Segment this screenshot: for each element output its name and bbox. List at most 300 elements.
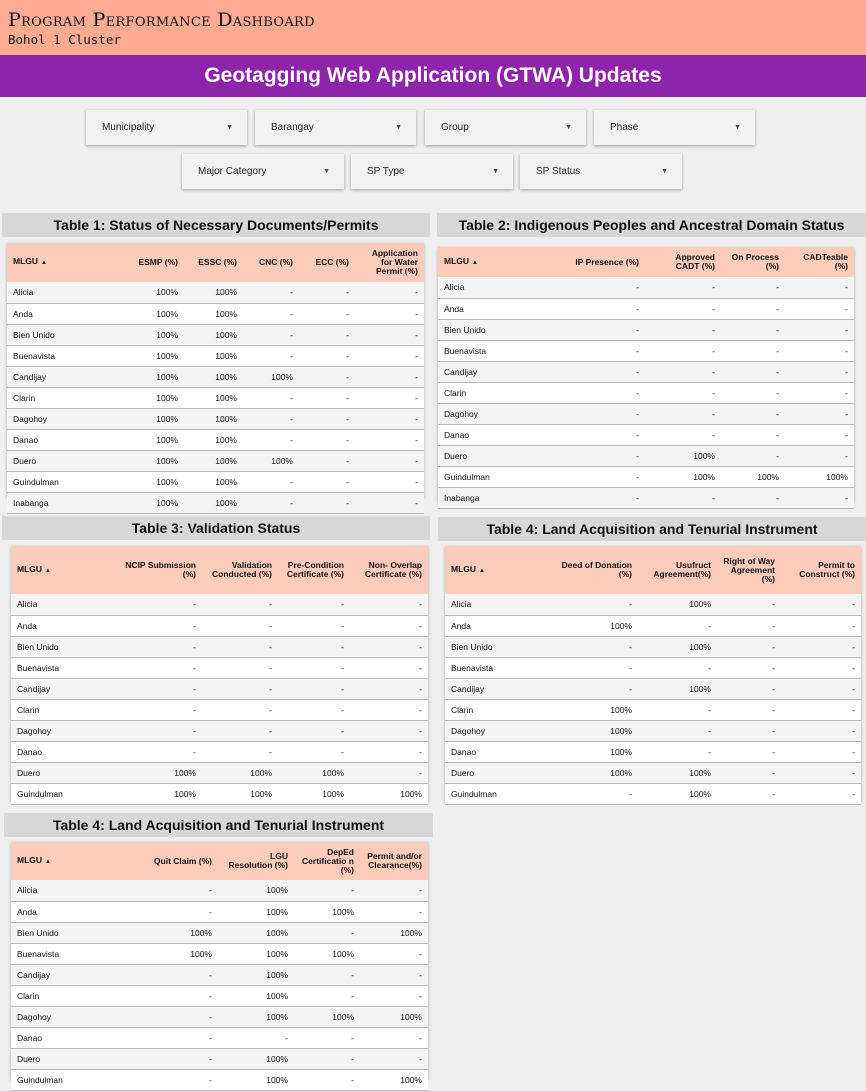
table-row[interactable] <box>7 471 424 492</box>
mlgu-cell: Duero <box>445 762 541 783</box>
major-category-filter-label: Major Category <box>198 166 267 177</box>
mlgu-cell: Alicia <box>438 277 538 298</box>
value-cell: - <box>350 720 428 741</box>
sort-column-header[interactable]: MLGU ▲ <box>11 842 108 880</box>
value-cell: 100% <box>218 985 294 1006</box>
value-cell: - <box>721 445 785 466</box>
mlgu-cell: Anda <box>438 298 538 319</box>
value-cell: - <box>781 720 861 741</box>
chevron-down-icon: ▼ <box>492 168 499 175</box>
table-row[interactable] <box>438 445 854 466</box>
value-cell: 100% <box>108 922 218 943</box>
value-cell: - <box>299 450 355 471</box>
table-row[interactable] <box>445 615 861 636</box>
table3 <box>11 546 428 802</box>
table-row[interactable] <box>11 943 428 964</box>
value-cell: 100% <box>360 1069 428 1090</box>
value-cell: 100% <box>218 922 294 943</box>
sort-asc-icon: ▲ <box>45 858 51 865</box>
value-cell: - <box>299 471 355 492</box>
table-row[interactable] <box>11 1069 428 1090</box>
value-cell: - <box>645 487 721 508</box>
value-cell: - <box>243 471 299 492</box>
mlgu-cell: Dagohoy <box>445 720 541 741</box>
value-cell: 100% <box>243 366 299 387</box>
table-row[interactable] <box>11 1048 428 1069</box>
table-row[interactable] <box>438 340 854 361</box>
value-cell: 100% <box>102 324 184 345</box>
value-cell: - <box>538 445 645 466</box>
table-row[interactable] <box>7 387 424 408</box>
value-cell: - <box>781 594 861 615</box>
value-cell: 100% <box>202 762 278 783</box>
table4b-header-row <box>11 842 428 880</box>
table-row[interactable] <box>438 466 854 487</box>
value-cell: - <box>202 594 278 615</box>
table2-body <box>438 277 854 508</box>
value-cell: - <box>360 901 428 922</box>
table-row[interactable] <box>11 594 428 615</box>
value-cell: - <box>781 636 861 657</box>
mlgu-cell: Clarin <box>7 387 102 408</box>
mlgu-cell: Clarin <box>11 985 108 1006</box>
value-cell: - <box>645 361 721 382</box>
mlgu-cell: Buenavista <box>438 340 538 361</box>
value-cell: 100% <box>102 450 184 471</box>
table-row[interactable] <box>11 741 428 762</box>
value-cell: - <box>108 1027 218 1048</box>
value-cell: 100% <box>218 901 294 922</box>
value-cell: - <box>717 636 781 657</box>
mlgu-cell: Duero <box>438 445 538 466</box>
value-cell: 100% <box>184 492 243 513</box>
mlgu-cell: Alicia <box>445 594 541 615</box>
table-row[interactable] <box>11 880 428 901</box>
table-row[interactable] <box>7 492 424 513</box>
value-cell: 100% <box>541 762 638 783</box>
column-header[interactable]: Approved CADT (%) <box>645 247 721 277</box>
value-cell: - <box>294 1069 360 1090</box>
value-cell: - <box>638 615 717 636</box>
value-cell: - <box>355 345 424 366</box>
app-subtitle: Bohol 1 Cluster <box>8 32 121 47</box>
value-cell: 100% <box>184 282 243 303</box>
chevron-down-icon: ▼ <box>226 124 233 131</box>
table-row[interactable] <box>11 1006 428 1027</box>
mlgu-cell: Guindulman <box>11 1069 108 1090</box>
table-row[interactable] <box>445 741 861 762</box>
value-cell: - <box>781 783 861 804</box>
municipality-filter-label: Municipality <box>102 122 155 133</box>
value-cell: 100% <box>102 366 184 387</box>
value-cell: - <box>360 1048 428 1069</box>
mlgu-cell: Buenavista <box>11 657 106 678</box>
value-cell: - <box>355 408 424 429</box>
group-filter-label: Group <box>441 122 469 133</box>
value-cell: 100% <box>184 387 243 408</box>
table-row[interactable] <box>7 408 424 429</box>
table4b-body <box>11 880 428 1090</box>
table-row[interactable] <box>445 678 861 699</box>
mlgu-cell: Candijay <box>11 964 108 985</box>
column-header[interactable]: ECC (%) <box>299 243 355 282</box>
app-title: Program Performance Dashboard <box>8 9 315 31</box>
value-cell: 100% <box>294 901 360 922</box>
mlgu-cell: Duero <box>7 450 102 471</box>
value-cell: - <box>108 964 218 985</box>
value-cell: - <box>299 492 355 513</box>
value-cell: - <box>717 783 781 804</box>
value-cell: - <box>278 741 350 762</box>
column-header[interactable]: DepEd Certificatio n (%) <box>294 842 360 880</box>
sort-asc-icon: ▲ <box>472 259 478 266</box>
mlgu-cell: Bien Unido <box>11 636 106 657</box>
value-cell: - <box>645 382 721 403</box>
value-cell: 100% <box>102 492 184 513</box>
mlgu-cell: Inabanga <box>438 487 538 508</box>
value-cell: - <box>355 450 424 471</box>
table-row[interactable] <box>438 298 854 319</box>
value-cell: - <box>721 277 785 298</box>
value-cell: - <box>299 408 355 429</box>
mlgu-cell: Bien Unido <box>445 636 541 657</box>
value-cell: - <box>294 880 360 901</box>
value-cell: 100% <box>218 964 294 985</box>
value-cell: - <box>299 282 355 303</box>
column-header[interactable]: LGU Resolution (%) <box>218 842 294 880</box>
table-row[interactable] <box>438 361 854 382</box>
value-cell: 100% <box>294 1006 360 1027</box>
value-cell: 100% <box>638 783 717 804</box>
mlgu-cell: Clarin <box>11 699 106 720</box>
value-cell: 100% <box>218 1069 294 1090</box>
value-cell: 100% <box>218 880 294 901</box>
phase-filter[interactable] <box>594 110 755 145</box>
value-cell: - <box>785 487 854 508</box>
value-cell: 100% <box>541 741 638 762</box>
sp-status-filter[interactable] <box>520 154 682 189</box>
value-cell: - <box>299 387 355 408</box>
mlgu-cell: Buenavista <box>445 657 541 678</box>
table-row[interactable] <box>438 382 854 403</box>
mlgu-cell: Candijay <box>438 361 538 382</box>
value-cell: - <box>299 345 355 366</box>
mlgu-cell: Anda <box>7 303 102 324</box>
value-cell: - <box>781 762 861 783</box>
value-cell: - <box>355 366 424 387</box>
table-row[interactable] <box>438 487 854 508</box>
table-row[interactable] <box>11 985 428 1006</box>
value-cell: - <box>538 466 645 487</box>
table-row[interactable] <box>11 657 428 678</box>
value-cell: - <box>645 277 721 298</box>
column-header[interactable]: Pre-Condition Certificate (%) <box>278 546 350 594</box>
value-cell: 100% <box>645 466 721 487</box>
mlgu-cell: Bien Unido <box>438 319 538 340</box>
table4a-body <box>445 594 861 804</box>
value-cell: - <box>243 345 299 366</box>
column-header[interactable]: Usufruct Agreement(%) <box>638 546 717 594</box>
value-cell: - <box>538 340 645 361</box>
mlgu-cell: Dagohoy <box>7 408 102 429</box>
table-row[interactable] <box>11 964 428 985</box>
table-row[interactable] <box>445 699 861 720</box>
value-cell: - <box>243 324 299 345</box>
value-cell: - <box>538 403 645 424</box>
value-cell: - <box>202 615 278 636</box>
value-cell: - <box>243 282 299 303</box>
value-cell: 100% <box>184 408 243 429</box>
column-header[interactable]: Right of Way Agreement (%) <box>717 546 781 594</box>
value-cell: - <box>350 636 428 657</box>
value-cell: 100% <box>243 450 299 471</box>
value-cell: 100% <box>102 429 184 450</box>
mlgu-cell: Anda <box>11 901 108 922</box>
value-cell: - <box>299 429 355 450</box>
value-cell: - <box>721 382 785 403</box>
value-cell: - <box>243 429 299 450</box>
value-cell: - <box>781 657 861 678</box>
value-cell: - <box>785 424 854 445</box>
table4a-header-row <box>445 546 861 594</box>
value-cell: - <box>638 699 717 720</box>
mlgu-cell: Guindulman <box>7 471 102 492</box>
table-row[interactable] <box>445 783 861 804</box>
table1 <box>7 243 424 508</box>
column-header[interactable]: IP Presence (%) <box>538 247 645 277</box>
barangay-filter[interactable] <box>255 110 416 145</box>
sort-column-header[interactable]: MLGU ▲ <box>11 546 106 594</box>
value-cell: - <box>299 324 355 345</box>
column-header[interactable]: CADTeable (%) <box>785 247 854 277</box>
table-row[interactable] <box>11 699 428 720</box>
mlgu-cell: Inabanga <box>7 492 102 513</box>
value-cell: 100% <box>360 1006 428 1027</box>
column-header[interactable]: Quit Claim (%) <box>108 842 218 880</box>
table-row[interactable] <box>11 720 428 741</box>
mlgu-cell: Guindulman <box>11 783 106 804</box>
value-cell: - <box>243 303 299 324</box>
value-cell: 100% <box>638 636 717 657</box>
mlgu-cell: Duero <box>11 1048 108 1069</box>
value-cell: - <box>350 594 428 615</box>
table-row[interactable] <box>7 450 424 471</box>
table-row[interactable] <box>7 303 424 324</box>
value-cell: 100% <box>638 678 717 699</box>
value-cell: - <box>645 298 721 319</box>
table-row[interactable] <box>11 615 428 636</box>
value-cell: - <box>717 699 781 720</box>
value-cell: - <box>350 657 428 678</box>
column-header[interactable]: NCIP Submission (%) <box>106 546 202 594</box>
table-row[interactable] <box>7 429 424 450</box>
major-category-filter[interactable] <box>182 154 344 189</box>
value-cell: - <box>785 445 854 466</box>
table-row[interactable] <box>445 657 861 678</box>
value-cell: - <box>638 741 717 762</box>
value-cell: - <box>541 783 638 804</box>
value-cell: - <box>294 1027 360 1048</box>
table-row[interactable] <box>438 319 854 340</box>
table4b-title: Table 4: Land Acquisition and Tenurial Instrument <box>4 813 433 837</box>
sort-column-header[interactable]: MLGU ▲ <box>7 243 102 282</box>
table-row[interactable] <box>445 762 861 783</box>
column-header[interactable]: ESSC (%) <box>184 243 243 282</box>
table-row[interactable] <box>438 403 854 424</box>
chevron-down-icon: ▼ <box>661 168 668 175</box>
value-cell: - <box>278 699 350 720</box>
value-cell: - <box>717 720 781 741</box>
mlgu-cell: Alicia <box>11 594 106 615</box>
table2-header-row <box>438 247 854 277</box>
phase-filter-label: Phase <box>610 122 639 133</box>
value-cell: 100% <box>218 1006 294 1027</box>
value-cell: 100% <box>102 282 184 303</box>
value-cell: - <box>538 487 645 508</box>
sort-column-header[interactable]: MLGU ▲ <box>438 247 538 277</box>
mlgu-cell: Bien Unido <box>11 922 108 943</box>
table1-title: Table 1: Status of Necessary Documents/Permits <box>2 213 430 237</box>
mlgu-cell: Alicia <box>7 282 102 303</box>
value-cell: 100% <box>638 762 717 783</box>
table-row[interactable] <box>11 901 428 922</box>
value-cell: - <box>645 319 721 340</box>
column-header[interactable]: Permit and/or Clearance(%) <box>360 842 428 880</box>
chevron-down-icon: ▼ <box>395 124 402 131</box>
value-cell: - <box>108 901 218 922</box>
value-cell: - <box>360 880 428 901</box>
table-row[interactable] <box>7 282 424 303</box>
table-row[interactable] <box>7 324 424 345</box>
value-cell: - <box>278 678 350 699</box>
value-cell: - <box>294 922 360 943</box>
value-cell: - <box>717 657 781 678</box>
value-cell: - <box>355 471 424 492</box>
value-cell: - <box>781 699 861 720</box>
value-cell: - <box>108 1069 218 1090</box>
value-cell: - <box>717 762 781 783</box>
table-row[interactable] <box>11 783 428 804</box>
sort-column-header[interactable]: MLGU ▲ <box>445 546 541 594</box>
value-cell: - <box>294 985 360 1006</box>
table1-body <box>7 282 424 513</box>
group-filter[interactable] <box>425 110 586 145</box>
chevron-down-icon: ▼ <box>323 168 330 175</box>
value-cell: 100% <box>638 594 717 615</box>
column-header[interactable]: Deed of Donation (%) <box>541 546 638 594</box>
table1-header-row <box>7 243 424 282</box>
table-row[interactable] <box>438 277 854 298</box>
table-row[interactable] <box>445 594 861 615</box>
value-cell: - <box>717 594 781 615</box>
mlgu-cell: Bien Unido <box>7 324 102 345</box>
column-header[interactable]: Validation Conducted (%) <box>202 546 278 594</box>
table4a-title: Table 4: Land Acquisition and Tenurial Instrument <box>438 517 866 541</box>
value-cell: - <box>350 615 428 636</box>
mlgu-cell: Dagohoy <box>438 403 538 424</box>
chevron-down-icon: ▼ <box>734 124 741 131</box>
value-cell: - <box>355 492 424 513</box>
value-cell: - <box>638 657 717 678</box>
section-banner: Geotagging Web Application (GTWA) Updates <box>0 55 866 97</box>
table-row[interactable] <box>445 720 861 741</box>
municipality-filter[interactable] <box>86 110 247 145</box>
value-cell: - <box>355 282 424 303</box>
mlgu-cell: Duero <box>11 762 106 783</box>
value-cell: 100% <box>184 324 243 345</box>
column-header[interactable]: Non- Overlap Certificate (%) <box>350 546 428 594</box>
mlgu-cell: Danao <box>445 741 541 762</box>
sp-type-filter[interactable] <box>351 154 513 189</box>
value-cell: - <box>781 678 861 699</box>
value-cell: 100% <box>184 429 243 450</box>
column-header[interactable]: CNC (%) <box>243 243 299 282</box>
mlgu-cell: Candijay <box>7 366 102 387</box>
value-cell: - <box>538 319 645 340</box>
table-row[interactable] <box>7 366 424 387</box>
value-cell: - <box>781 741 861 762</box>
sp-type-filter-label: SP Type <box>367 166 405 177</box>
value-cell: - <box>106 636 202 657</box>
table3-body <box>11 594 428 804</box>
table-row[interactable] <box>438 424 854 445</box>
mlgu-cell: Guindulman <box>445 783 541 804</box>
column-header[interactable]: Application for Water Permit (%) <box>355 243 424 282</box>
value-cell: 100% <box>184 345 243 366</box>
value-cell: - <box>106 594 202 615</box>
value-cell: - <box>538 361 645 382</box>
table-row[interactable] <box>11 762 428 783</box>
value-cell: - <box>785 319 854 340</box>
value-cell: 100% <box>645 445 721 466</box>
value-cell: - <box>785 361 854 382</box>
value-cell: 100% <box>184 471 243 492</box>
value-cell: - <box>106 720 202 741</box>
mlgu-cell: Alicia <box>11 880 108 901</box>
value-cell: - <box>538 277 645 298</box>
table-row[interactable] <box>11 1027 428 1048</box>
value-cell: 100% <box>278 762 350 783</box>
value-cell: - <box>278 657 350 678</box>
mlgu-cell: Clarin <box>445 699 541 720</box>
value-cell: 100% <box>106 783 202 804</box>
column-header[interactable]: On Process (%) <box>721 247 785 277</box>
value-cell: - <box>243 408 299 429</box>
column-header[interactable]: ESMP (%) <box>102 243 184 282</box>
table-row[interactable] <box>7 345 424 366</box>
value-cell: - <box>278 636 350 657</box>
sp-status-filter-label: SP Status <box>536 166 581 177</box>
value-cell: - <box>218 1027 294 1048</box>
table-row[interactable] <box>445 636 861 657</box>
value-cell: - <box>106 657 202 678</box>
column-header[interactable]: Permit to Construct (%) <box>781 546 861 594</box>
mlgu-cell: Guindulman <box>438 466 538 487</box>
value-cell: - <box>278 594 350 615</box>
value-cell: - <box>202 678 278 699</box>
value-cell: - <box>360 943 428 964</box>
value-cell: - <box>355 303 424 324</box>
mlgu-cell: Danao <box>11 741 106 762</box>
table-row[interactable] <box>11 678 428 699</box>
value-cell: - <box>108 880 218 901</box>
table-row[interactable] <box>11 636 428 657</box>
table3-header-row <box>11 546 428 594</box>
value-cell: - <box>785 277 854 298</box>
value-cell: - <box>721 403 785 424</box>
table4b <box>11 842 428 1085</box>
table-row[interactable] <box>11 922 428 943</box>
